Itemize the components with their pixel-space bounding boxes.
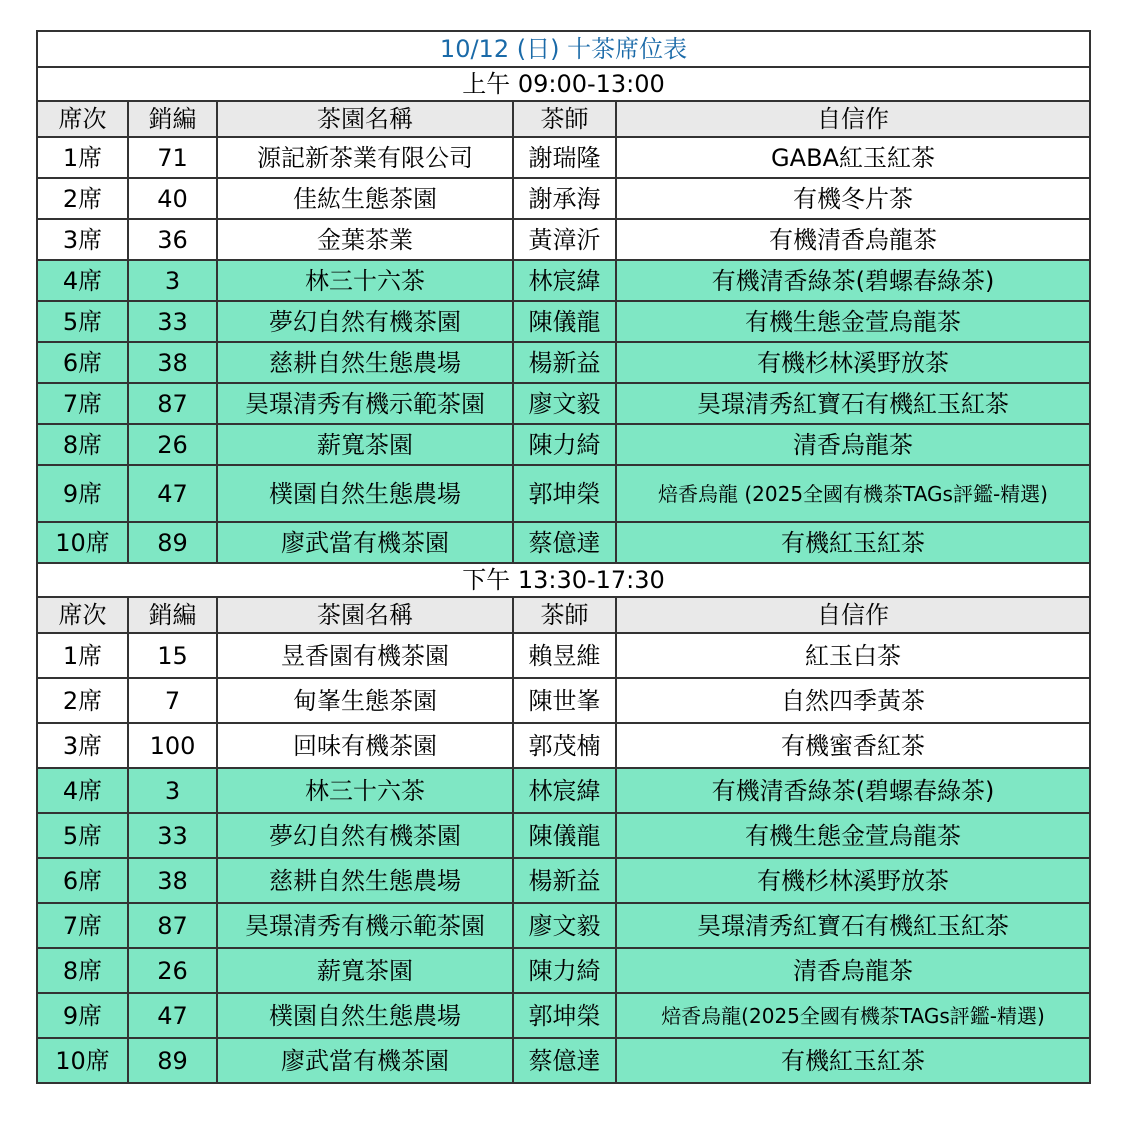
- signature-tea: 有機生態金萱烏龍茶: [616, 301, 1090, 342]
- tea-master: 郭茂楠: [513, 723, 616, 768]
- tea-garden-name: 甸峯生態茶園: [217, 678, 513, 723]
- seat-number: 10席: [37, 1038, 128, 1083]
- sales-id: 33: [128, 813, 217, 858]
- tea-master: 賴昱維: [513, 633, 616, 678]
- signature-tea: 清香烏龍茶: [616, 948, 1090, 993]
- tea-master: 郭坤榮: [513, 993, 616, 1038]
- sales-id: 36: [128, 219, 217, 260]
- column-header-row: [37, 101, 1090, 137]
- tea-master: 林宸緯: [513, 260, 616, 301]
- tea-garden-name: 慈耕自然生態農場: [217, 342, 513, 383]
- tea-master-header: 茶師: [513, 597, 616, 633]
- seat-number: 5席: [37, 301, 128, 342]
- tea-garden-name: 源記新茶業有限公司: [217, 137, 513, 178]
- signature-tea: 清香烏龍茶: [616, 424, 1090, 465]
- sales-id: 26: [128, 424, 217, 465]
- tea-garden-name: 樸園自然生態農場: [217, 993, 513, 1038]
- table-row: [37, 342, 1090, 383]
- tea-master: 蔡億達: [513, 522, 616, 563]
- seat-number: 9席: [37, 465, 128, 522]
- tea-master: 楊新益: [513, 858, 616, 903]
- table-row: [37, 137, 1090, 178]
- tea-garden-name: 佳紘生態茶園: [217, 178, 513, 219]
- sales-id: 15: [128, 633, 217, 678]
- session-row: [37, 563, 1090, 597]
- sales-id-header: 銷編: [128, 101, 217, 137]
- tea-master: 謝承海: [513, 178, 616, 219]
- table-row: [37, 678, 1090, 723]
- signature-tea: 昊璟清秀紅寶石有機紅玉紅茶: [616, 383, 1090, 424]
- tea-garden-name: 廖武當有機茶園: [217, 522, 513, 563]
- seat-number: 2席: [37, 178, 128, 219]
- tea-garden-name: 昱香園有機茶園: [217, 633, 513, 678]
- signature-tea: 有機紅玉紅茶: [616, 1038, 1090, 1083]
- signature-tea: 有機清香綠茶(碧螺春綠茶): [616, 768, 1090, 813]
- title-row: [37, 31, 1090, 67]
- seat-number-header: 席次: [37, 597, 128, 633]
- seat-number: 3席: [37, 219, 128, 260]
- seat-number: 1席: [37, 633, 128, 678]
- seat-number: 8席: [37, 948, 128, 993]
- sales-id: 3: [128, 768, 217, 813]
- tea-garden-name: 薪寬茶園: [217, 948, 513, 993]
- sales-id: 3: [128, 260, 217, 301]
- seat-number: 6席: [37, 342, 128, 383]
- table-row: [37, 301, 1090, 342]
- table-row: [37, 723, 1090, 768]
- seat-number: 8席: [37, 424, 128, 465]
- seat-number: 1席: [37, 137, 128, 178]
- table-row: [37, 522, 1090, 563]
- tea-garden-name: 樸園自然生態農場: [217, 465, 513, 522]
- tea-garden-name: 薪寬茶園: [217, 424, 513, 465]
- table-row: [37, 993, 1090, 1038]
- sales-id: 89: [128, 522, 217, 563]
- signature-tea: 有機清香綠茶(碧螺春綠茶): [616, 260, 1090, 301]
- tea-garden-header: 茶園名稱: [217, 101, 513, 137]
- session-row: [37, 67, 1090, 101]
- table-row: [37, 383, 1090, 424]
- tea-garden-name: 昊璟清秀有機示範茶園: [217, 383, 513, 424]
- signature-tea: GABA紅玉紅茶: [616, 137, 1090, 178]
- table-row: [37, 260, 1090, 301]
- signature-tea: 有機蜜香紅茶: [616, 723, 1090, 768]
- sales-id: 47: [128, 465, 217, 522]
- tea-master: 陳世峯: [513, 678, 616, 723]
- tea-master: 謝瑞隆: [513, 137, 616, 178]
- signature-tea-header: 自信作: [616, 101, 1090, 137]
- sales-id-header: 銷編: [128, 597, 217, 633]
- signature-tea: 焙香烏龍 (2025全國有機茶TAGs評鑑-精選): [616, 465, 1090, 522]
- session-label: 下午 13:30-17:30: [37, 563, 1090, 597]
- tea-garden-name: 昊璟清秀有機示範茶園: [217, 903, 513, 948]
- tea-master: 陳力綺: [513, 424, 616, 465]
- tea-master: 陳儀龍: [513, 301, 616, 342]
- tea-garden-name: 夢幻自然有機茶園: [217, 301, 513, 342]
- seat-number: 9席: [37, 993, 128, 1038]
- sales-id: 47: [128, 993, 217, 1038]
- seating-table-body: [37, 31, 1090, 1083]
- tea-garden-name: 夢幻自然有機茶園: [217, 813, 513, 858]
- seat-number: 7席: [37, 383, 128, 424]
- tea-master: 林宸緯: [513, 768, 616, 813]
- signature-tea: 有機清香烏龍茶: [616, 219, 1090, 260]
- tea-master: 楊新益: [513, 342, 616, 383]
- tea-garden-name: 林三十六茶: [217, 768, 513, 813]
- sales-id: 100: [128, 723, 217, 768]
- tea-garden-header: 茶園名稱: [217, 597, 513, 633]
- sales-id: 89: [128, 1038, 217, 1083]
- signature-tea: 有機紅玉紅茶: [616, 522, 1090, 563]
- tea-garden-name: 慈耕自然生態農場: [217, 858, 513, 903]
- seat-number: 4席: [37, 768, 128, 813]
- table-row: [37, 1038, 1090, 1083]
- signature-tea: 有機生態金萱烏龍茶: [616, 813, 1090, 858]
- table-row: [37, 178, 1090, 219]
- signature-tea: 有機冬片茶: [616, 178, 1090, 219]
- seat-number: 10席: [37, 522, 128, 563]
- signature-tea: 自然四季黃茶: [616, 678, 1090, 723]
- page-title: 10/12 (日) 十茶席位表: [37, 31, 1090, 67]
- tea-master: 陳儀龍: [513, 813, 616, 858]
- signature-tea: 有機杉林溪野放茶: [616, 342, 1090, 383]
- seat-number: 3席: [37, 723, 128, 768]
- tea-master-header: 茶師: [513, 101, 616, 137]
- seat-number: 4席: [37, 260, 128, 301]
- sales-id: 7: [128, 678, 217, 723]
- signature-tea: 昊璟清秀紅寶石有機紅玉紅茶: [616, 903, 1090, 948]
- sales-id: 87: [128, 383, 217, 424]
- sales-id: 38: [128, 342, 217, 383]
- sales-id: 87: [128, 903, 217, 948]
- signature-tea-header: 自信作: [616, 597, 1090, 633]
- table-row: [37, 948, 1090, 993]
- table-row: [37, 465, 1090, 522]
- sales-id: 40: [128, 178, 217, 219]
- tea-garden-name: 金葉茶業: [217, 219, 513, 260]
- table-row: [37, 633, 1090, 678]
- seat-number: 5席: [37, 813, 128, 858]
- table-row: [37, 903, 1090, 948]
- session-label: 上午 09:00-13:00: [37, 67, 1090, 101]
- tea-master: 郭坤榮: [513, 465, 616, 522]
- tea-garden-name: 回味有機茶園: [217, 723, 513, 768]
- tea-master: 廖文毅: [513, 903, 616, 948]
- table-row: [37, 858, 1090, 903]
- sales-id: 38: [128, 858, 217, 903]
- seat-number-header: 席次: [37, 101, 128, 137]
- tea-master: 廖文毅: [513, 383, 616, 424]
- seating-table: [36, 30, 1091, 1084]
- sales-id: 71: [128, 137, 217, 178]
- table-row: [37, 219, 1090, 260]
- signature-tea: 紅玉白茶: [616, 633, 1090, 678]
- tea-garden-name: 林三十六茶: [217, 260, 513, 301]
- tea-master: 蔡億達: [513, 1038, 616, 1083]
- sales-id: 33: [128, 301, 217, 342]
- signature-tea: 有機杉林溪野放茶: [616, 858, 1090, 903]
- signature-tea: 焙香烏龍(2025全國有機茶TAGs評鑑-精選): [616, 993, 1090, 1038]
- tea-master: 黃漳沂: [513, 219, 616, 260]
- seat-number: 6席: [37, 858, 128, 903]
- sales-id: 26: [128, 948, 217, 993]
- table-row: [37, 768, 1090, 813]
- column-header-row: [37, 597, 1090, 633]
- table-row: [37, 424, 1090, 465]
- table-row: [37, 813, 1090, 858]
- tea-garden-name: 廖武當有機茶園: [217, 1038, 513, 1083]
- seat-number: 2席: [37, 678, 128, 723]
- seat-number: 7席: [37, 903, 128, 948]
- tea-master: 陳力綺: [513, 948, 616, 993]
